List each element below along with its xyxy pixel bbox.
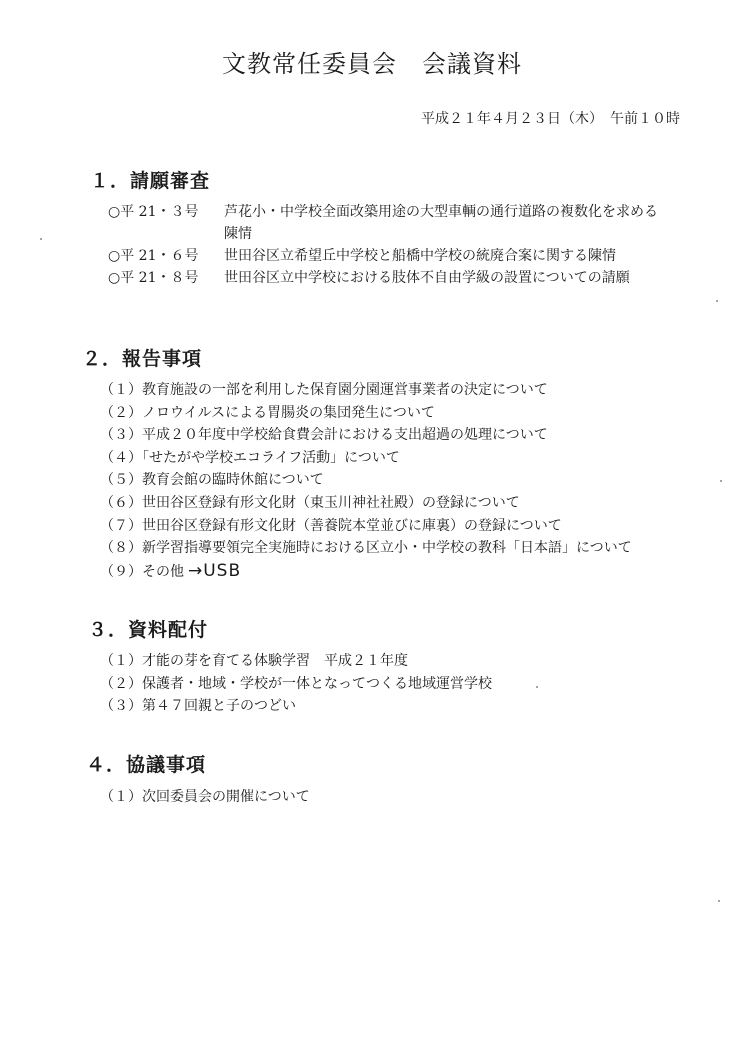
section-heading-materials: ３．資料配付 [88, 619, 209, 641]
list-item: （１）教育施設の一部を利用した保育園分園運営事業者の決定について [100, 382, 548, 398]
petition-list [108, 201, 688, 289]
discussion-list [100, 786, 700, 809]
list-item: （５）教育会館の臨時休館について [100, 472, 324, 489]
materials-list [100, 650, 700, 718]
petition-number: ○平 21・８号 [108, 270, 199, 286]
list-item: （４）「せたがや学校エコライフ活動」について [100, 449, 400, 466]
scan-speck [716, 300, 718, 302]
scan-speck [40, 238, 42, 240]
petition-number: ○平 21・３号 [108, 204, 199, 220]
list-item-other [100, 560, 700, 584]
handwritten-note: →USB [188, 560, 242, 581]
list-item: （２）保護者・地域・学校が一体となってつくる地域運営学校 [100, 675, 492, 692]
section-heading-reports: ２．報告事項 [82, 348, 203, 370]
document-title: 文教常任委員会 会議資料 [222, 50, 522, 78]
petition-text: 芦花小・中学校全面改築用途の大型車輌の通行道路の複数化を求める陳情 [224, 204, 658, 242]
section-heading-petition-review: １．請願審査 [90, 170, 211, 192]
list-item: （３）平成２０年度中学校給食費会計における支出超過の処理について [100, 427, 548, 444]
petition-item [108, 245, 688, 267]
meeting-date: 平成２１年４月２３日（木） 午前１０時 [421, 111, 680, 127]
list-item: （１）才能の芽を育てる体験学習 平成２１年度 [100, 653, 408, 669]
scan-speck [720, 480, 722, 482]
petition-number: ○平 21・６号 [108, 248, 199, 264]
report-list [100, 379, 700, 583]
petition-text: 世田谷区立希望丘中学校と船橋中学校の統廃合案に関する陳情 [224, 248, 616, 264]
list-item: （３）第４７回親と子のつどい [100, 698, 296, 715]
list-item: （２）ノロウイルスによる胃腸炎の集団発生について [100, 404, 435, 421]
section-heading-discussion: ４．協議事項 [86, 754, 207, 776]
list-item: （１）次回委員会の開催について [100, 789, 310, 805]
list-item-label: （９）その他 [100, 563, 184, 580]
petition-text: 世田谷区立中学校における肢体不自由学級の設置についての請願 [224, 270, 630, 286]
scan-speck [718, 900, 720, 902]
list-item: （６）世田谷区登録有形文化財（東玉川神社社殿）の登録について [100, 494, 520, 511]
petition-item [108, 267, 688, 289]
scan-speck [536, 686, 538, 688]
list-item: （７）世田谷区登録有形文化財（善養院本堂並びに庫裏）の登録について [100, 517, 562, 534]
list-item: （８）新学習指導要領完全実施時における区立小・中学校の教科「日本語」について [100, 540, 632, 557]
petition-item [108, 201, 688, 245]
